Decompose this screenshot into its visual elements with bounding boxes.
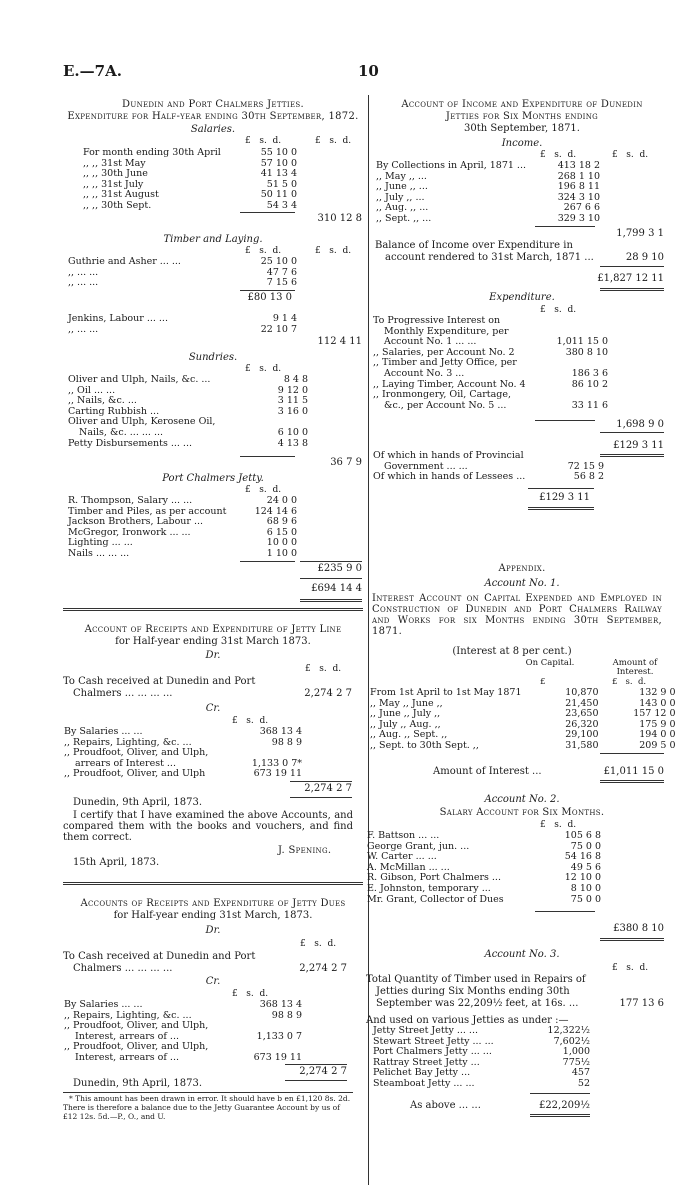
receipts2-cash-label2: Chalmers ... ... ... ... [73, 963, 173, 974]
row-label: ,, ,, 31st July [83, 178, 144, 190]
row-amount: 267 6 6 [563, 202, 600, 214]
portc-table [67, 496, 298, 560]
row-amount: 1,133 0 7* [251, 757, 302, 769]
row-amount: 98 8 9 [271, 736, 302, 748]
receipts2-cash: 2,274 2 7 [299, 963, 347, 974]
row-amount: 673 19 11 [253, 768, 302, 780]
row-label: ,, ... ... [68, 323, 99, 335]
row-label: ,, ,, 30th June [83, 168, 148, 180]
row-label: R. Thompson, Salary ... ... [68, 495, 193, 506]
portc-heading: Port Chalmers Jetty. [162, 473, 264, 484]
row-amount: 56 8 2 [573, 471, 604, 483]
ledger-row [67, 278, 298, 289]
receipts1-table [63, 727, 303, 780]
income-balance: 28 9 10 [625, 252, 664, 263]
row-label: Account No. 3 ... [384, 367, 465, 379]
income-balance-label: Balance of Income over Expenditure in [375, 240, 573, 251]
row-amount: 57 10 0 [260, 157, 297, 169]
acc3-used: And used on various Jetties as under :— [366, 1015, 569, 1026]
row-amount: 1 10 0 [266, 547, 297, 559]
row-amount: 6 10 0 [277, 426, 308, 438]
ledger-row [372, 369, 609, 380]
row-label: Jetty Street Jetty ... ... [373, 1025, 478, 1036]
acc3-amount: 177 13 6 [619, 998, 664, 1009]
ledger-row [372, 316, 609, 327]
row-amount: 26,320 [565, 718, 599, 730]
row-amount: 268 1 10 [557, 170, 600, 182]
row-label: ,, Laying Timber, Account No. 4 [373, 378, 526, 390]
row-label: Petty Disbursements ... ... [68, 437, 192, 449]
row-label: To Progressive Interest on [373, 315, 501, 326]
expenditure-table [372, 316, 609, 411]
row-label: ,, Repairs, Lighting, &c. ... [64, 1009, 192, 1021]
salaries-col-head-total: £ s. d. [315, 136, 352, 146]
acc3-text-3: September was 22,209½ feet, at 16s. ... [376, 998, 579, 1009]
income-grand: £1,827 12 11 [597, 273, 664, 284]
row-amount: 10,870 [565, 687, 599, 698]
ledger-row [82, 201, 298, 212]
ledger-row [67, 375, 309, 386]
receipts2-subtitle: for Half-year ending 31st March, 1873. [113, 910, 313, 921]
salaries-total: 310 12 8 [317, 213, 362, 224]
row-label: ,, July ,, ... [376, 191, 425, 203]
row-label: By Salaries ... ... [64, 726, 143, 737]
row-amount: 413 18 2 [557, 160, 600, 171]
row-label: Timber and Piles, as per account [68, 505, 227, 517]
salaries-table [82, 148, 298, 212]
row-amount: 50 11 0 [260, 189, 297, 201]
row-amount: 54 3 4 [266, 199, 297, 211]
acc1-col2: Amount of Interest. [612, 658, 658, 677]
row-label: ,, ... ... [68, 277, 99, 289]
row-label: ,, Sept. to 30th Sept. ,, [370, 739, 479, 751]
ledger-row [63, 769, 303, 780]
row-amount: 157 12 0 [633, 708, 676, 720]
row-amount: 368 13 4 [259, 726, 302, 737]
row-amount: 6 15 0 [266, 526, 297, 538]
ledger-row [67, 428, 309, 439]
ledger-row [67, 325, 298, 336]
row-label: ,, Aug. ,, Sept. ,, [370, 729, 448, 741]
receipts1-cr: Cr. [205, 703, 221, 714]
row-amount: 7 15 6 [266, 277, 297, 289]
row-amount: 31,580 [565, 739, 599, 751]
acc2-total: £380 8 10 [613, 923, 664, 934]
row-amount: 194 0 0 [639, 729, 676, 741]
row-label: arrears of Interest ... [75, 757, 176, 769]
ledger-row [366, 831, 602, 842]
receipts2-table [63, 1000, 303, 1064]
row-label: ,, Repairs, Lighting, &c. ... [64, 736, 192, 748]
row-label: Of which in hands of Lessees ... [373, 471, 526, 483]
row-amount [535, 451, 605, 462]
receipts2-cr: Cr. [205, 976, 221, 987]
row-amount: 209 5 0 [639, 739, 676, 751]
ledger-row [63, 1000, 303, 1011]
jetties-title: Dunedin and Port Chalmers Jetties. [122, 99, 304, 110]
row-amount: 8 10 0 [570, 882, 601, 894]
row-label: ,, Ironmongery, Oil, Cartage, [373, 389, 512, 401]
row-amount: 49 5 6 [570, 861, 601, 873]
ledger-row [67, 257, 298, 268]
income-title-2: Jetties for Six Months ending [445, 111, 599, 122]
row-amount: 75 0 0 [570, 840, 601, 852]
row-amount: 72 15 9 [567, 460, 604, 472]
receipts2-total: 2,274 2 7 [299, 1066, 347, 1077]
row-amount: 41 13 4 [260, 168, 297, 180]
acc3-text-2: Jetties during Six Months ending 30th [376, 986, 570, 997]
row-label: ,, Proudfoot, Oliver, and Ulph, [64, 747, 209, 759]
row-label: F. Battson ... ... [367, 830, 440, 841]
row-amount: 380 8 10 [565, 346, 608, 358]
timber-table [67, 257, 298, 289]
row-label: ,, Proudfoot, Oliver, and Ulph [64, 768, 206, 780]
row-label: By Collections in April, 1871 ... [376, 160, 526, 171]
row-label: Stewart Street Jetty ... ... [373, 1035, 494, 1047]
ledger-row [369, 741, 677, 752]
row-label: ,, Proudfoot, Oliver, and Ulph, [64, 1020, 209, 1032]
row-label: Jackson Brothers, Labour ... [68, 516, 204, 528]
row-amount: 1,000 [562, 1046, 590, 1058]
row-amount: 4 13 8 [277, 437, 308, 449]
receipts1-title: Account of Receipts and Expenditure of Jetty Line [84, 624, 342, 635]
row-amount: 1,133 0 7 [256, 1030, 302, 1042]
row-label: Mr. Grant, Collector of Dues [367, 893, 504, 905]
row-label: ,, Aug. ,, ... [376, 202, 429, 214]
acc1-total-label: Amount of Interest ... [433, 766, 542, 777]
row-amount: 75 0 0 [570, 893, 601, 905]
row-amount: 329 3 10 [557, 212, 600, 224]
acc3-total: £22,209½ [538, 1100, 590, 1111]
row-amount: 22 10 7 [260, 323, 297, 335]
row-amount: 25 10 0 [260, 256, 297, 267]
income-total: 1,799 3 1 [616, 228, 664, 239]
income-title-3: 30th September, 1871. [464, 123, 580, 134]
timber-table-2 [67, 314, 298, 335]
row-label: ,, ,, 30th Sept. [83, 199, 152, 211]
ledger-row [372, 401, 609, 412]
row-label: For month ending 30th April [83, 147, 221, 158]
row-label: ,, July ,, Aug. ,, [370, 718, 441, 730]
row-amount: 68 9 6 [266, 516, 297, 528]
receipts1-signer: J. Spening. [278, 845, 332, 856]
row-label: ,, May ,, ... [376, 170, 427, 182]
receipts1-cert-date: 15th April, 1873. [73, 857, 160, 868]
row-label: Steamboat Jetty ... ... [373, 1077, 475, 1089]
row-amount: 105 6 8 [564, 830, 601, 841]
row-amount: 9 1 4 [272, 313, 297, 324]
row-amount: 143 0 0 [639, 697, 676, 709]
row-label: George Grant, jun. ... [367, 840, 470, 852]
row-label: McGregor, Ironwork ... ... [68, 526, 191, 538]
row-amount: 775½ [562, 1056, 590, 1068]
row-amount: 457 [571, 1067, 590, 1079]
row-amount: 3 16 0 [277, 405, 308, 417]
income-remain: £129 3 11 [613, 440, 664, 451]
row-label: Interest, arrears of ... [75, 1030, 179, 1042]
row-amount: 29,100 [565, 729, 599, 741]
expenditure-heading: Expenditure. [489, 292, 555, 303]
ledger-row [63, 1053, 303, 1064]
receipts1-cash-label: To Cash received at Dunedin and Port [63, 676, 256, 687]
jetties-subtitle: Expenditure for Half-year ending 30th September, 1872. [67, 111, 359, 122]
receipts2-dr: Dr. [205, 925, 221, 936]
row-label: Interest, arrears of ... [75, 1051, 179, 1063]
row-label: By Salaries ... ... [64, 999, 143, 1010]
ledger-row [82, 148, 298, 159]
expenditure-total: 1,698 9 0 [616, 419, 664, 430]
receipts1-dr: Dr. [205, 650, 221, 661]
appendix-title: Appendix. [498, 563, 546, 574]
row-label: ,, ,, 31st May [83, 157, 146, 169]
ledger-row [375, 161, 601, 172]
row-label: ,, Salaries, per Account No. 2 [373, 346, 515, 358]
row-label: ,, Timber and Jetty Office, per [373, 357, 517, 369]
hands-table [372, 451, 605, 483]
income-table [375, 161, 601, 225]
acc3-heading: Account No. 3. [484, 949, 560, 960]
page-reference: E.—7A. [63, 62, 122, 80]
receipts1-subtitle: for Half-year ending 31st March 1873. [115, 636, 311, 647]
acc1-total: £1,011 15 0 [603, 766, 664, 777]
row-amount: 1,011 15 0 [556, 336, 608, 348]
row-amount: 9 12 0 [277, 384, 308, 396]
row-amount [535, 316, 609, 327]
receipts1-cash: 2,274 2 7 [304, 688, 352, 699]
row-label: W. Carter ... ... [367, 851, 437, 863]
row-label: ,, Nails, &c. ... [68, 395, 137, 407]
row-label: Lighting ... ... [68, 537, 133, 549]
row-amount: 175 9 0 [639, 718, 676, 730]
row-label: E. Johnston, temporary ... [367, 882, 491, 894]
row-amount: 86 10 2 [571, 378, 608, 390]
row-label: Monthly Expenditure, per [384, 325, 509, 337]
income-balance-label2: account rendered to 31st March, 1871 ... [385, 252, 594, 263]
row-amount: 12 10 0 [564, 872, 601, 884]
sundries-total: 36 7 9 [330, 457, 362, 468]
row-amount: 132 9 0 [639, 687, 676, 698]
row-amount: 7,602½ [553, 1035, 590, 1047]
row-label: ,, Oil ... ... [68, 384, 116, 396]
row-amount: 98 8 9 [271, 1009, 302, 1021]
row-amount: 24 0 0 [266, 495, 297, 506]
row-amount: 23,650 [565, 708, 599, 720]
row-label: R. Gibson, Port Chalmers ... [367, 872, 501, 884]
acc2-title: Salary Account for Six Months. [439, 807, 605, 818]
row-label: A. McMillan ... ... [367, 861, 450, 873]
row-amount: 51 5 0 [266, 178, 297, 190]
row-label: Oliver and Ulph, Nails, &c. ... [68, 374, 211, 385]
row-amount: 12,322½ [547, 1025, 590, 1036]
acc1-rate: (Interest at 8 per cent.) [452, 646, 572, 657]
row-label: Port Chalmers Jetty ... ... [373, 1046, 492, 1058]
row-label: &c., per Account No. 5 ... [384, 399, 507, 411]
salaries-heading: Salaries. [190, 124, 236, 135]
page-number: 10 [358, 62, 379, 80]
ledger-row [375, 214, 601, 225]
row-amount: 124 14 6 [254, 505, 297, 517]
row-label: From 1st April to 1st May 1871 [370, 687, 522, 698]
row-amount: 10 0 0 [266, 537, 297, 549]
ledger-row [372, 451, 605, 462]
row-amount: 52 [577, 1077, 590, 1089]
row-amount: 368 13 4 [259, 999, 302, 1010]
row-label: Jenkins, Labour ... ... [68, 313, 168, 324]
receipts2-cash-label: To Cash received at Dunedin and Port [63, 951, 256, 962]
income-heading: Income. [501, 138, 543, 149]
timber-subtotal: £80 13 0 [247, 292, 292, 303]
ledger-row [67, 496, 298, 507]
row-amount: 196 8 11 [557, 181, 600, 193]
ledger-row [67, 549, 298, 560]
row-amount: 3 11 5 [277, 395, 308, 407]
ledger-row [372, 1026, 591, 1037]
income-title-1: Account of Income and Expenditure of Dunedin [401, 99, 643, 110]
row-label: Rattray Street Jetty ... [373, 1056, 480, 1068]
acc1-col1: On Capital. [525, 658, 575, 668]
ledger-row [63, 727, 303, 738]
row-amount: 324 3 10 [557, 191, 600, 203]
row-label: ,, May ,, June ,, [370, 697, 443, 709]
row-amount: 47 7 6 [266, 266, 297, 278]
row-label: Nails, &c. ... ... ... [79, 426, 164, 438]
row-label: Oliver and Ulph, Kerosene Oil, [68, 416, 216, 428]
row-amount: 21,450 [565, 697, 599, 709]
row-label: ,, ... ... [68, 266, 99, 278]
receipts2-date: Dunedin, 9th April, 1873. [73, 1078, 202, 1089]
acc3-text-1: Total Quantity of Timber used in Repairs of [366, 974, 586, 985]
ledger-row [366, 884, 602, 895]
timber-heading: Timber and Laying. [163, 234, 263, 245]
row-label: ,, June ,, July ,, [370, 708, 441, 720]
receipts2-title: Accounts of Receipts and Expenditure of Jetty Dues [80, 898, 346, 909]
acc3-total-label: As above ... ... [410, 1100, 481, 1111]
timber-total: 112 4 11 [317, 336, 362, 347]
row-label: Guthrie and Asher ... ... [68, 256, 181, 267]
acc2-table [366, 831, 602, 905]
row-label: ,, ,, 31st August [83, 189, 159, 201]
row-amount: 673 19 11 [253, 1051, 302, 1063]
row-label: Nails ... ... ... [68, 547, 130, 559]
row-label: Account No. 1 ... ... [384, 336, 477, 348]
row-label: Carting Rubbish ... [68, 405, 160, 417]
receipts1-total: 2,274 2 7 [304, 783, 352, 794]
row-amount: 8 4 8 [283, 374, 308, 385]
row-amount: 55 10 0 [260, 147, 297, 158]
row-amount: 186 3 6 [571, 367, 608, 379]
ledger-row [67, 268, 298, 279]
receipts1-cash-label2: Chalmers ... ... ... ... [73, 688, 173, 699]
row-amount: 33 11 6 [571, 399, 608, 411]
acc1-heading: Account No. 1. [484, 578, 560, 589]
receipts2-footnote: * This amount has been drawn in error. It should have b en £1,120 8s. 2d. There is therefore a balance due to the Jetty Guarantee Account by us of £12 12s. 5d.—P., O., and U. [63, 1094, 351, 1121]
salaries-col-head: £ s. d. [245, 136, 282, 146]
row-label: Of which in hands of Provincial [373, 450, 524, 461]
hands-total: £129 3 11 [539, 492, 590, 503]
row-amount: 54 16 8 [564, 851, 601, 863]
portc-total: £235 9 0 [317, 563, 362, 574]
acc1-table [369, 688, 677, 752]
ledger-row [372, 472, 605, 483]
acc2-heading: Account No. 2. [484, 794, 560, 805]
jetties-grand-total: £694 14 4 [311, 583, 362, 594]
ledger-row [372, 1079, 591, 1090]
row-label: ,, Proudfoot, Oliver, and Ulph, [64, 1041, 209, 1053]
sundries-heading: Sundries. [188, 352, 238, 363]
ledger-row [369, 688, 677, 699]
row-label: Government ... ... [384, 460, 468, 472]
acc3-table [372, 1026, 591, 1090]
acc1-title: Interest Account on Capital Expended and Employed in Construction of Dunedin and Port Chalmers Railway and Works for six Months ending 30th September, 1871. [372, 593, 662, 637]
row-label: ,, Sept. ,, ... [376, 212, 432, 224]
receipts1-date: Dunedin, 9th April, 1873. [73, 797, 202, 808]
ledger-row [67, 314, 298, 325]
ledger-row [366, 895, 602, 906]
receipts1-certify: I certify that I have examined the above Accounts, and compared them with the books and vouchers, and find them correct. [63, 810, 353, 843]
ledger-row [67, 439, 309, 450]
row-label: ,, June ,, ... [376, 181, 428, 193]
row-label: Pelichet Bay Jetty ... [373, 1067, 471, 1079]
sundries-table [67, 375, 309, 449]
